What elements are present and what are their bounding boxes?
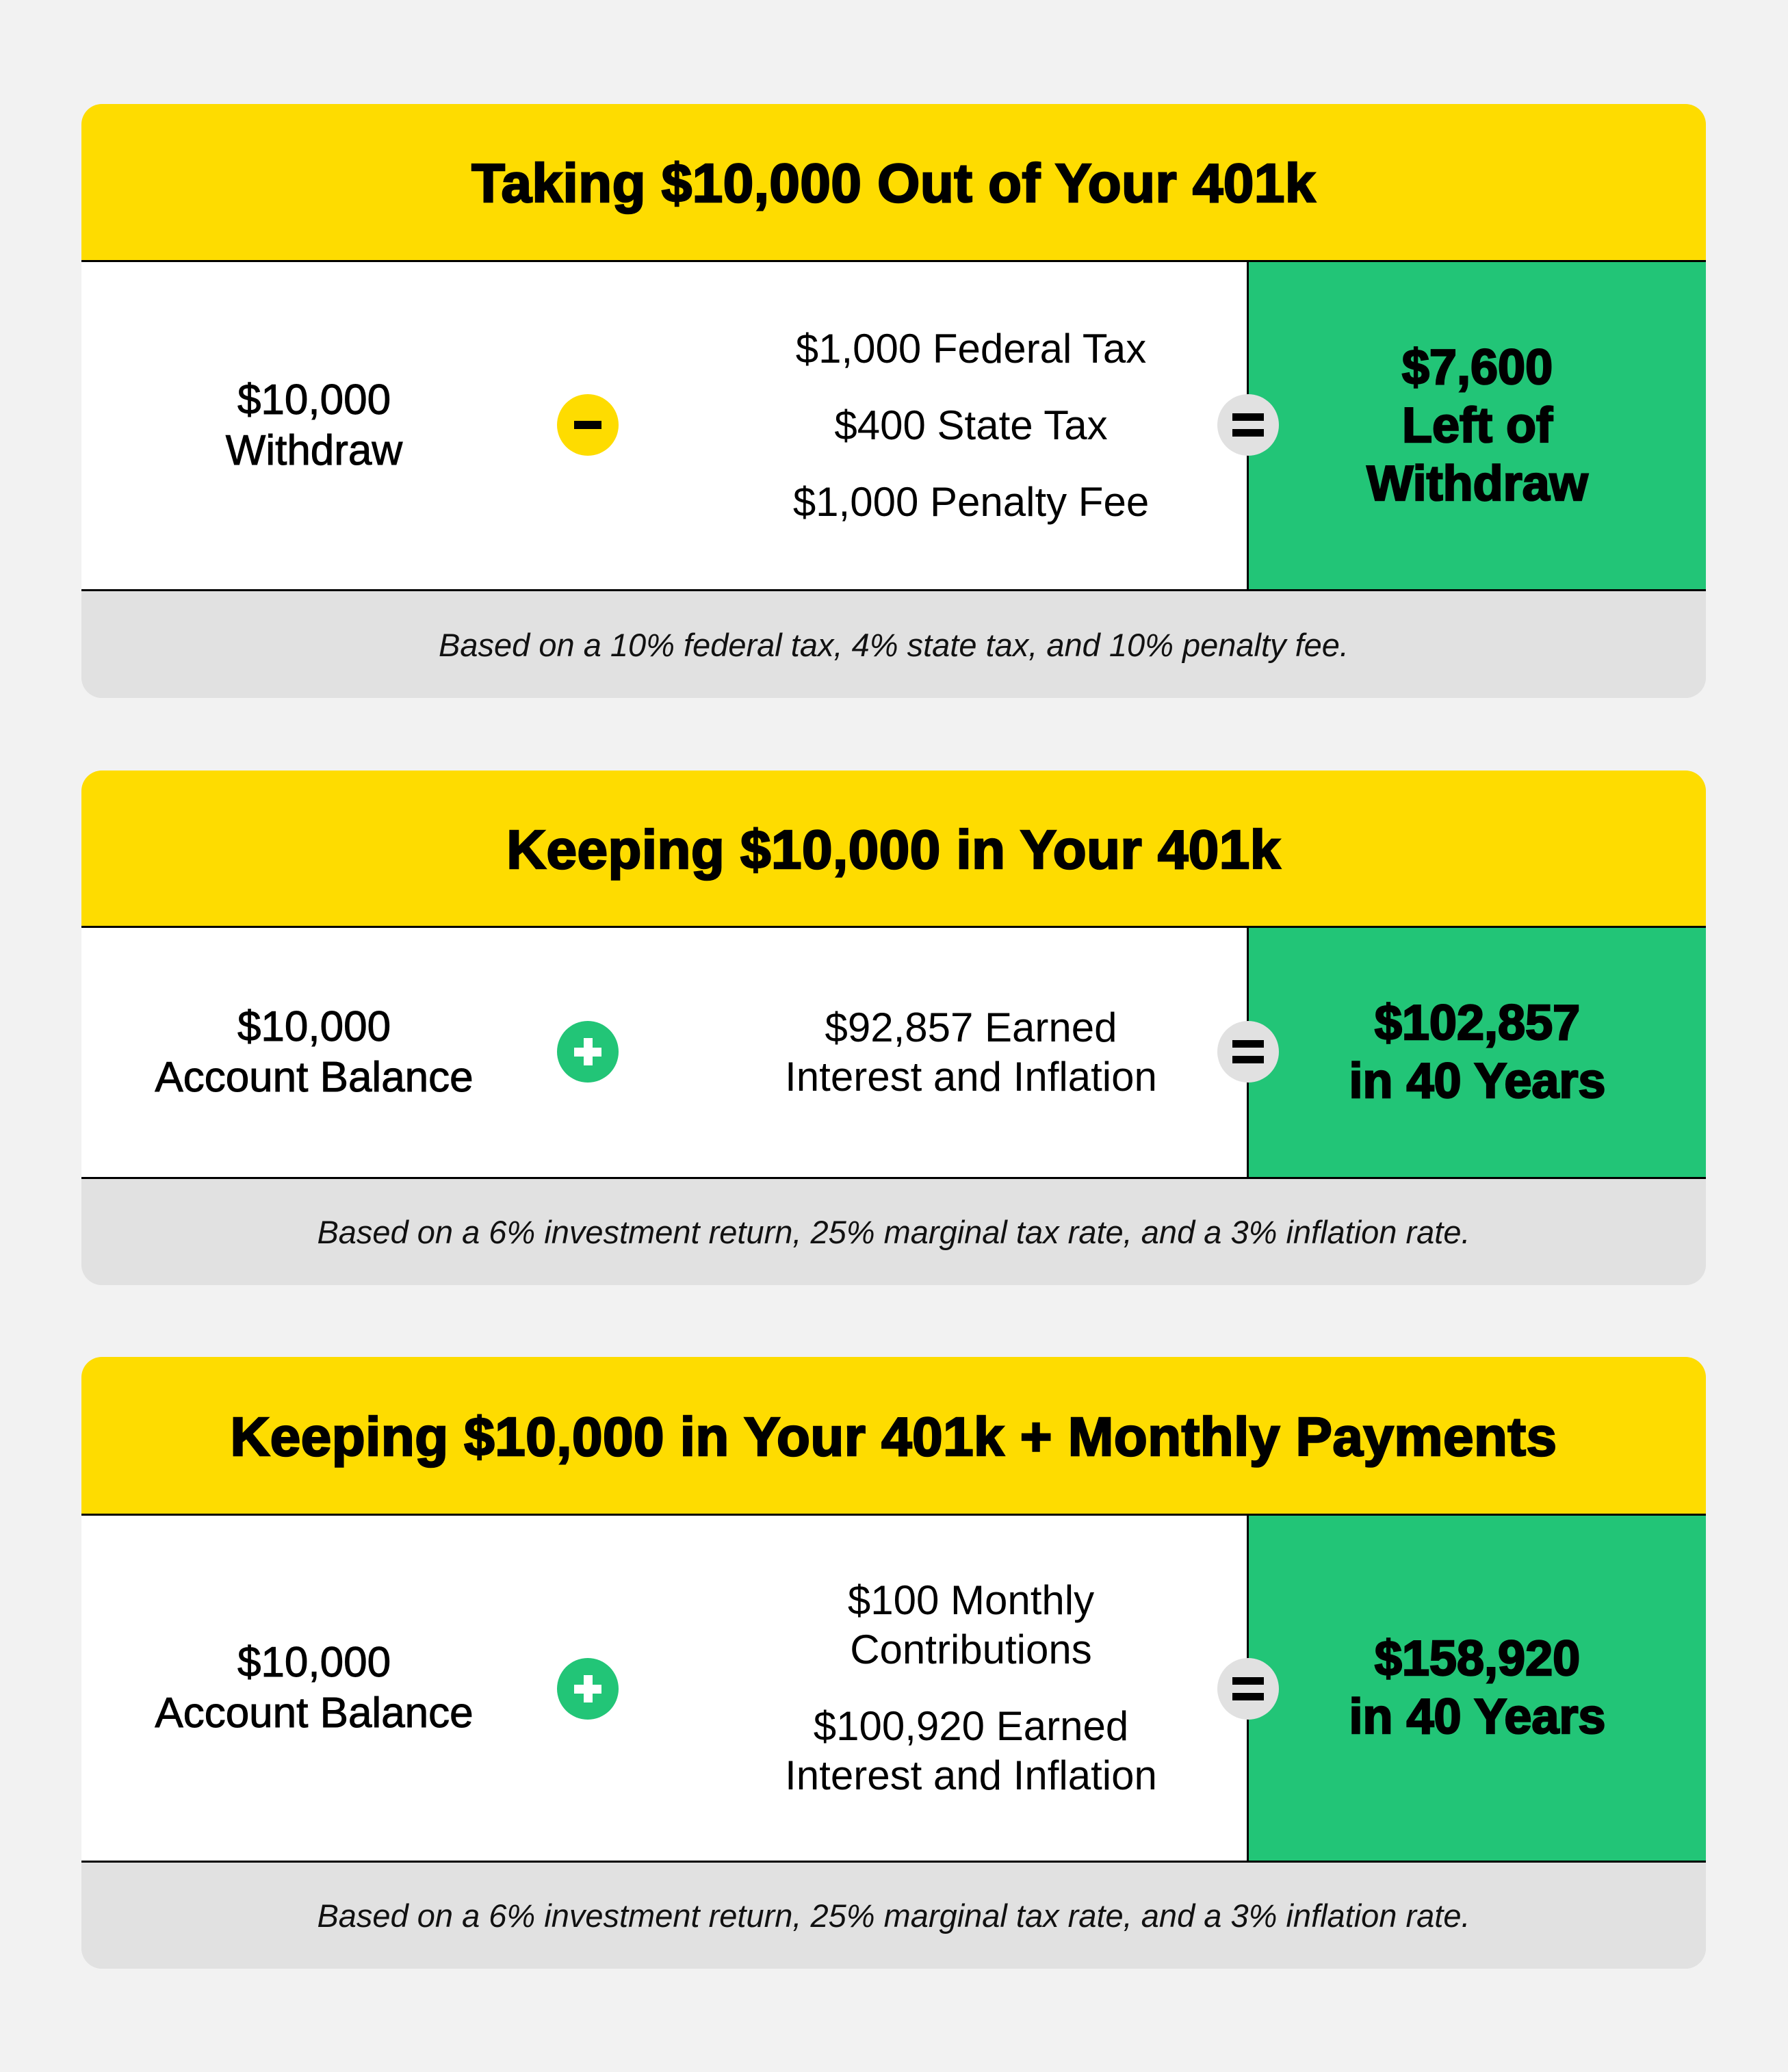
result-label: in 40 Years xyxy=(1349,1054,1606,1109)
equals-bar-top xyxy=(1232,1677,1264,1685)
card-title: Keeping $10,000 in Your 401k + Monthly Payments xyxy=(230,1406,1557,1467)
equals-bar-bottom xyxy=(1232,429,1264,437)
amount-value: $10,000 xyxy=(237,376,391,424)
card-title: Keeping $10,000 in Your 401k xyxy=(506,818,1281,880)
equals-bar-bottom xyxy=(1232,1693,1264,1700)
addition-line1: $100 Monthly xyxy=(847,1577,1095,1623)
addition-monthly-contributions xyxy=(848,1576,1094,1674)
plus-icon xyxy=(557,1021,619,1083)
starting-amount xyxy=(81,1516,547,1861)
card-footnote xyxy=(81,591,1706,698)
result-amount: $7,600 xyxy=(1401,339,1553,395)
deduction-federal-tax: $1,000 Federal Tax xyxy=(795,326,1147,372)
starting-amount xyxy=(81,262,547,589)
equals-bar-top xyxy=(1232,413,1264,421)
deduction-penalty-fee: $1,000 Penalty Fee xyxy=(792,479,1150,525)
footnote-text: Based on a 6% investment return, 25% marginal tax rate, and a 3% inflation rate. xyxy=(317,1214,1470,1250)
result-label: in 40 Years xyxy=(1349,1689,1606,1744)
card-keeping xyxy=(81,770,1706,1285)
card-body xyxy=(81,262,1706,591)
earnings-line2: Interest and Inflation xyxy=(785,1054,1157,1100)
amount-label: Account Balance xyxy=(155,1054,474,1101)
result-panel xyxy=(1249,1516,1706,1861)
equals-icon xyxy=(1217,1658,1279,1720)
card-footnote xyxy=(81,1863,1706,1969)
minus-icon xyxy=(557,394,619,456)
result-label-line2: Withdraw xyxy=(1366,456,1588,511)
card-title: Taking $10,000 Out of Your 401k xyxy=(471,153,1316,213)
card-header xyxy=(81,1357,1706,1516)
addition-line2: Contributions xyxy=(850,1627,1092,1672)
card-footnote xyxy=(81,1179,1706,1285)
plus-bar-vertical xyxy=(584,1038,593,1065)
equals-icon xyxy=(1217,1021,1279,1083)
addition-line2: Interest and Inflation xyxy=(785,1752,1157,1798)
card-body xyxy=(81,1516,1706,1863)
earnings-list xyxy=(697,928,1245,1177)
deductions-list xyxy=(697,262,1245,589)
result-amount: $102,857 xyxy=(1374,996,1581,1050)
plus-bar-vertical xyxy=(584,1675,593,1702)
additions-list xyxy=(697,1516,1245,1861)
addition-earned-interest xyxy=(785,1702,1157,1800)
addition-line1: $100,920 Earned xyxy=(813,1703,1129,1749)
equals-bar-bottom xyxy=(1232,1056,1264,1063)
earnings-line1: $92,857 Earned xyxy=(825,1005,1117,1050)
equals-icon xyxy=(1217,394,1279,456)
result-label-line1: Left of xyxy=(1402,398,1553,453)
card-taking-out xyxy=(81,104,1706,698)
minus-bar xyxy=(574,421,601,429)
result-panel xyxy=(1249,928,1706,1177)
card-header xyxy=(81,770,1706,928)
starting-amount xyxy=(81,928,547,1177)
amount-value: $10,000 xyxy=(237,1639,391,1686)
card-body xyxy=(81,928,1706,1179)
plus-icon xyxy=(557,1658,619,1720)
result-panel xyxy=(1249,262,1706,589)
result-amount: $158,920 xyxy=(1374,1631,1581,1686)
amount-label: Withdraw xyxy=(225,427,403,474)
amount-value: $10,000 xyxy=(237,1003,391,1050)
card-header xyxy=(81,104,1706,262)
footnote-text: Based on a 6% investment return, 25% marginal tax rate, and a 3% inflation rate. xyxy=(317,1898,1470,1934)
amount-label: Account Balance xyxy=(155,1689,474,1737)
footnote-text: Based on a 10% federal tax, 4% state tax, and 10% penalty fee. xyxy=(439,626,1349,663)
deduction-state-tax: $400 State Tax xyxy=(834,402,1108,448)
card-keeping-monthly xyxy=(81,1357,1706,1969)
equals-bar-top xyxy=(1232,1040,1264,1048)
